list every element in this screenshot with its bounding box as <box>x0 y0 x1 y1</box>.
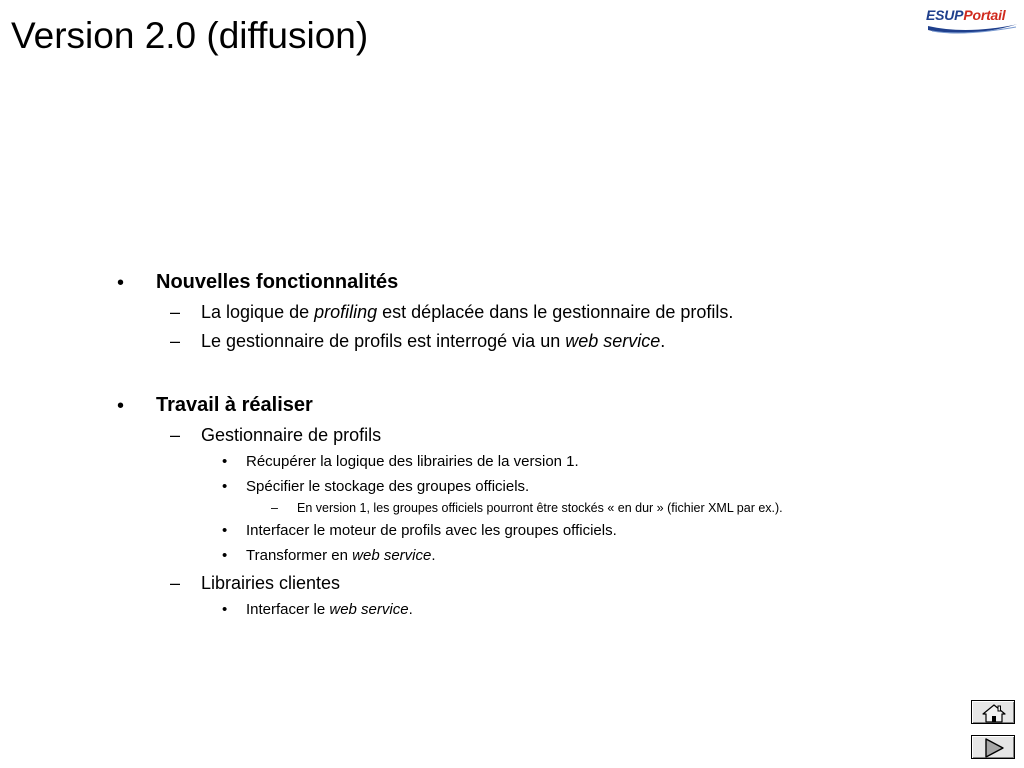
task-specifier: Spécifier le stockage des groupes officiels. <box>246 478 530 495</box>
task-interfacer-web-service: Interfacer le web service. <box>246 601 413 618</box>
logo-esup: ESUP <box>926 7 964 23</box>
next-button[interactable] <box>971 735 1015 759</box>
bullet-marker: • <box>222 478 228 495</box>
dash-marker: – <box>170 331 181 351</box>
bullet-heading-travail: Travail à réaliser <box>156 394 313 416</box>
subitem-profiling: La logique de profiling est déplacée dans le gestionnaire de profils. <box>201 302 734 322</box>
bullet-marker: • <box>222 453 228 470</box>
next-arrow-icon <box>972 736 1016 760</box>
slide-title: Version 2.0 (diffusion) <box>11 15 369 56</box>
task-interfacer-moteur: Interfacer le moteur de profils avec les groupes officiels. <box>246 522 617 539</box>
subitem-librairies: Librairies clientes <box>201 573 341 593</box>
bullet-marker: • <box>222 522 228 539</box>
bullet-marker: • <box>222 601 228 618</box>
home-icon <box>972 701 1016 725</box>
note-version-1: En version 1, les groupes officiels pourront être stockés « en dur » (fichier XML par ex.). <box>297 501 783 515</box>
subitem-gestionnaire: Gestionnaire de profils <box>201 425 382 445</box>
bullet-marker: • <box>117 395 125 417</box>
subitem-web-service: Le gestionnaire de profils est interrogé via un web service. <box>201 331 666 351</box>
home-button[interactable] <box>971 700 1015 724</box>
bullet-marker: • <box>222 547 228 564</box>
bullet-heading-nouvelles: Nouvelles fonctionnalités <box>156 271 399 293</box>
dash-marker: – <box>170 302 181 322</box>
task-transformer: Transformer en web service. <box>246 547 436 564</box>
dash-marker: – <box>170 425 181 445</box>
task-recuperer: Récupérer la logique des librairies de la version 1. <box>246 453 579 470</box>
dash-marker: – <box>271 501 278 515</box>
bullet-marker: • <box>117 272 125 294</box>
logo-portail: Portail <box>963 7 1006 23</box>
dash-marker: – <box>170 573 181 593</box>
